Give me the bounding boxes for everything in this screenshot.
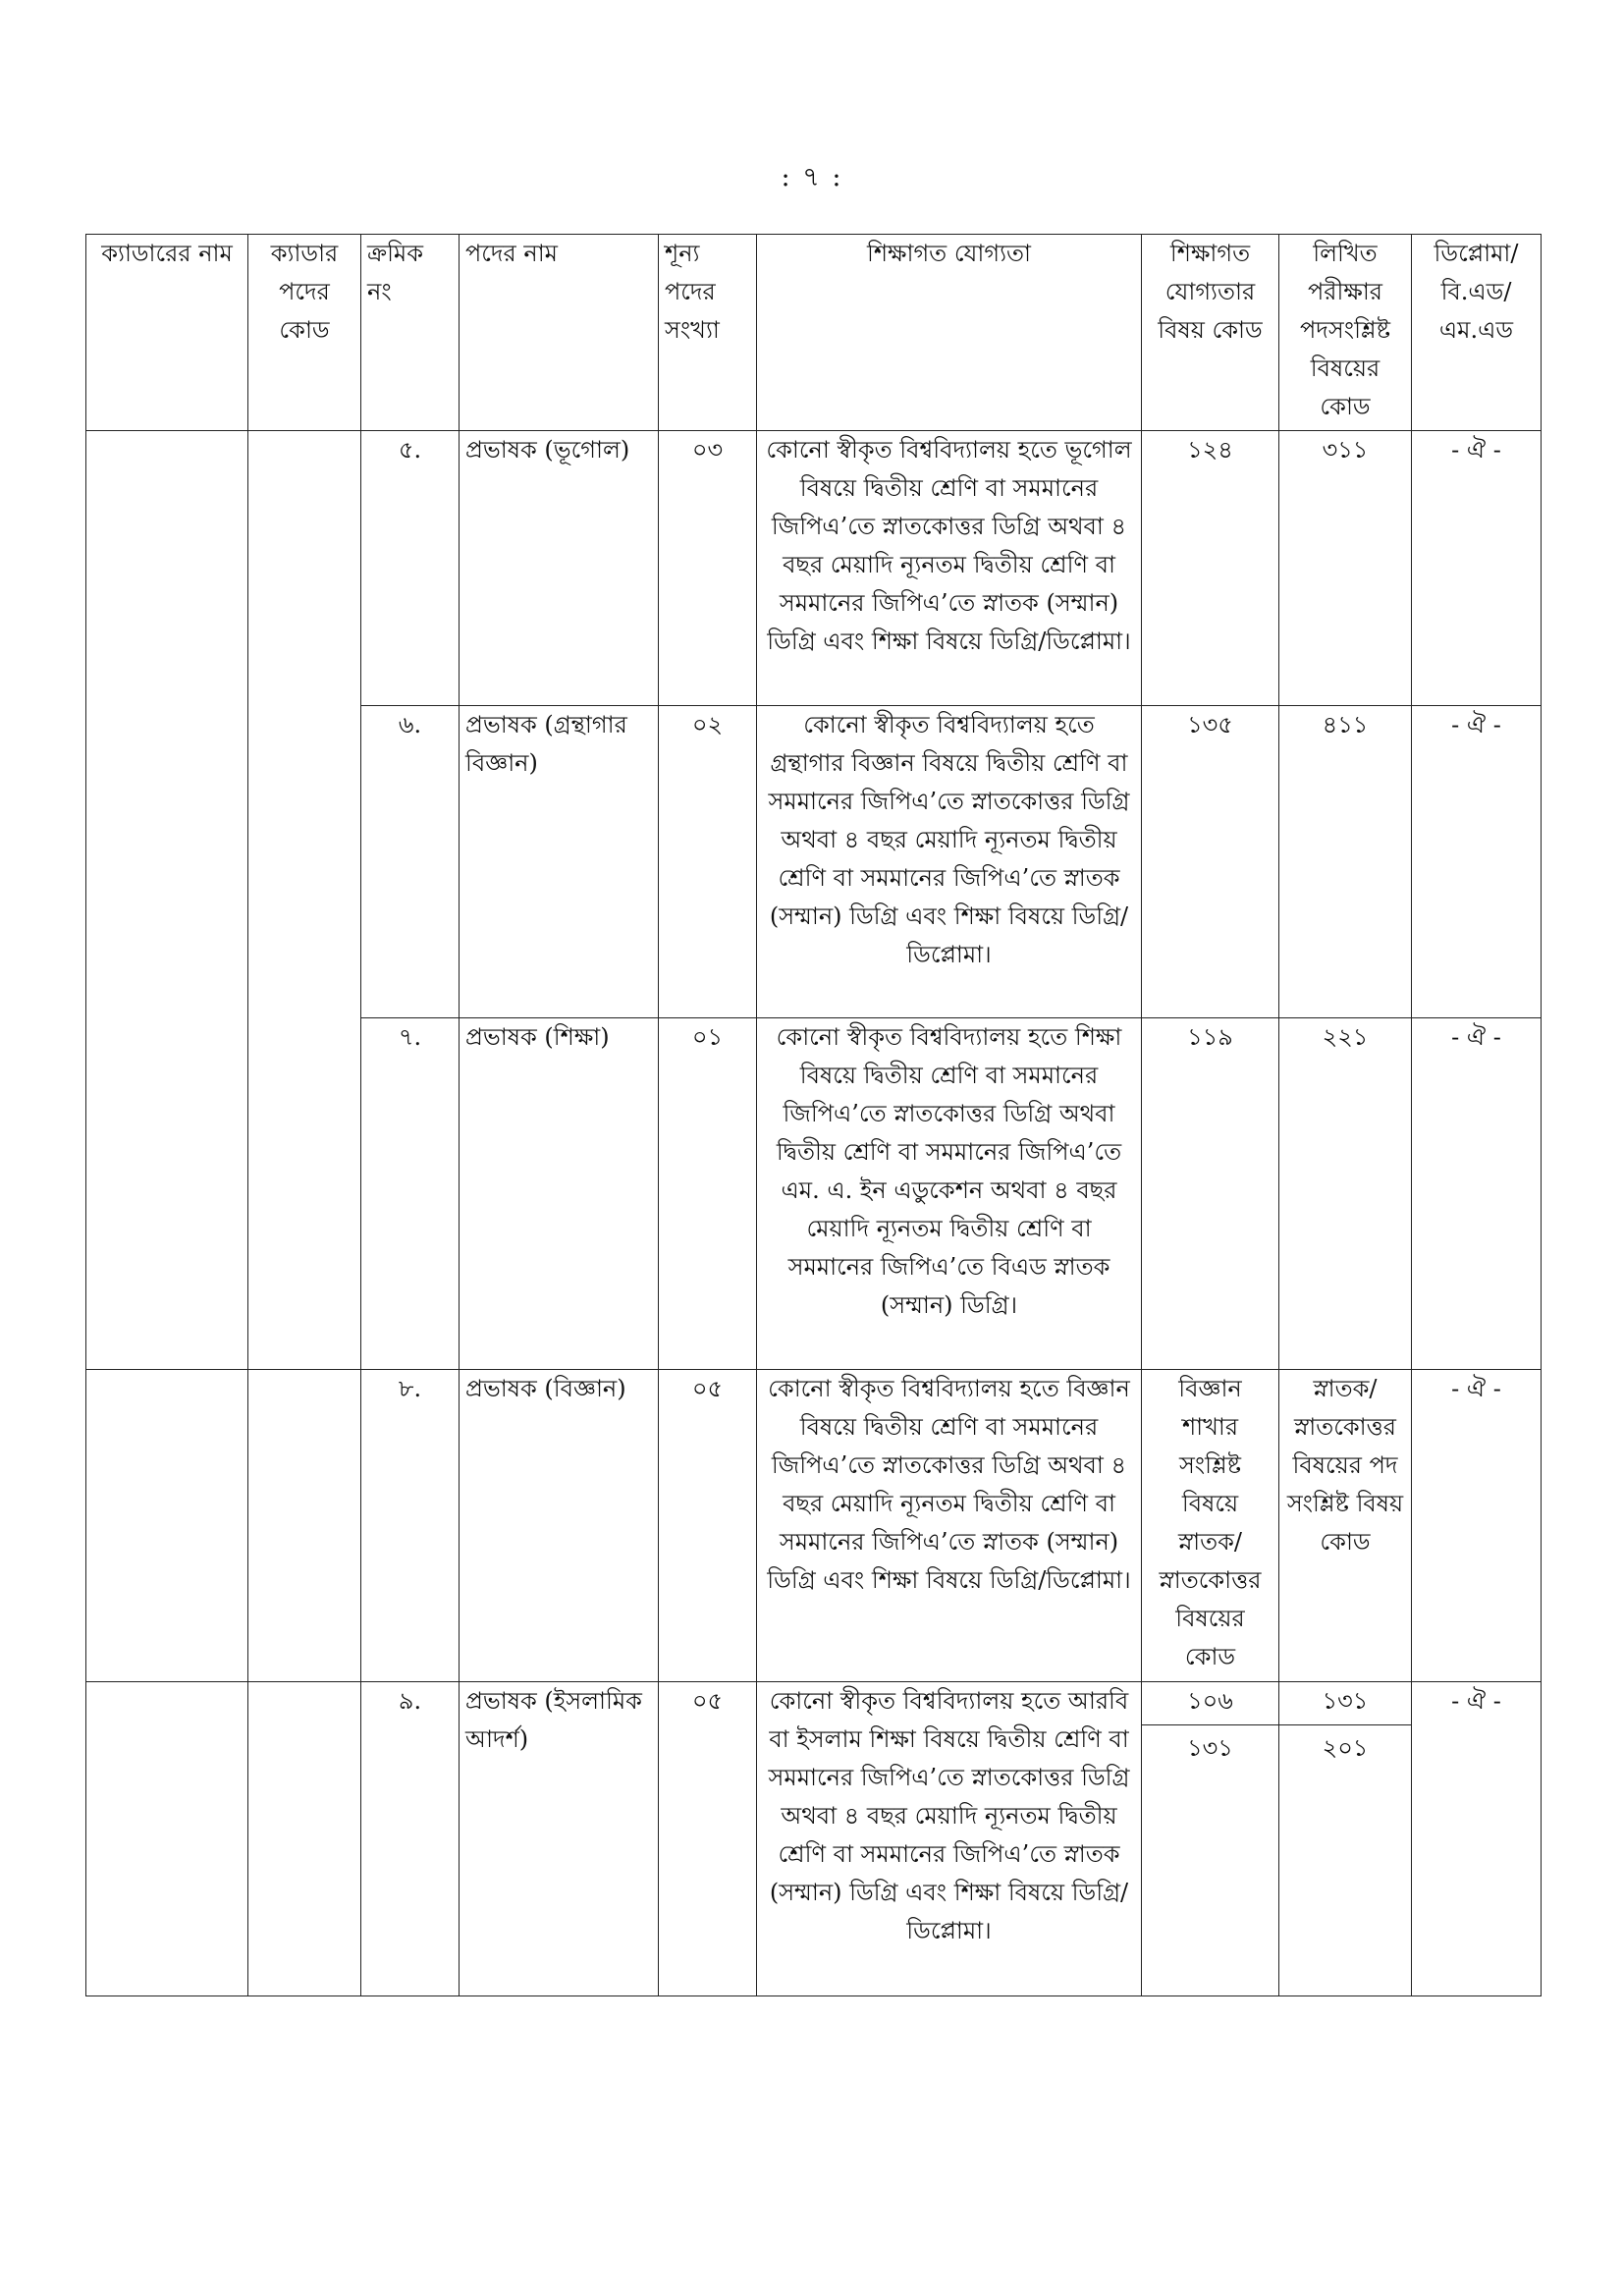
diploma-cell: - ঐ - xyxy=(1412,1682,1542,1996)
page-number: : ৭ : xyxy=(781,162,843,192)
written-code-sub-1: ১৩১ xyxy=(1279,1682,1411,1725)
serial-cell: ৮. xyxy=(361,1370,460,1682)
serial-cell: ৫. xyxy=(361,431,460,706)
header-diploma: ডিপ্লোমা/ বি.এড/ এম.এড xyxy=(1412,235,1542,431)
post-cell: প্রভাষক (শিক্ষা) xyxy=(460,1018,659,1370)
vacancies-cell: ০১ xyxy=(659,1018,757,1370)
qual-code-sub-1: ১০৬ xyxy=(1142,1682,1278,1725)
header-vacancies: শূন্য পদের সংখ্যা xyxy=(659,235,757,431)
qual-code-cell: ১১৯ xyxy=(1142,1018,1279,1370)
vacancies-cell: ০৫ xyxy=(659,1370,757,1682)
written-code-cell: ৪১১ xyxy=(1279,706,1412,1018)
cadre-name-cell xyxy=(86,1682,248,1996)
written-code-cell xyxy=(1279,1682,1412,1996)
qualification-cell: কোনো স্বীকৃত বিশ্ববিদ্যালয় হতে গ্রন্থাগার বিজ্ঞান বিষয়ে দ্বিতীয় শ্রেণি বা সমমানের জিপিএ’তে স্নাতকোত্তর ডিগ্রি অথবা ৪ বছর মেয়াদি ন্যূনতম দ্বিতীয় শ্রেণি বা সমমানের জিপিএ’তে স্নাতক (সম্মান) ডিগ্রি এবং শিক্ষা বিষয়ে ডিগ্রি/ডিপ্লোমা। xyxy=(757,706,1142,1018)
serial-cell: ৬. xyxy=(361,706,460,1018)
written-code-sub-2: ২০১ xyxy=(1322,1734,1369,1762)
diploma-cell: - ঐ - xyxy=(1412,706,1542,1018)
posts-table xyxy=(85,234,1542,1996)
cadre-name-cell xyxy=(86,1370,248,1682)
qualification-cell: কোনো স্বীকৃত বিশ্ববিদ্যালয় হতে ভূগোল বিষয়ে দ্বিতীয় শ্রেণি বা সমমানের জিপিএ’তে স্নাতকোত্তর ডিগ্রি অথবা ৪ বছর মেয়াদি ন্যূনতম দ্বিতীয় শ্রেণি বা সমমানের জিপিএ’তে স্নাতক (সম্মান) ডিগ্রি এবং শিক্ষা বিষয়ে ডিগ্রি/ডিপ্লোমা। xyxy=(757,431,1142,706)
qualification-cell: কোনো স্বীকৃত বিশ্ববিদ্যালয় হতে আরবি বা ইসলাম শিক্ষা বিষয়ে দ্বিতীয় শ্রেণি বা সমমানের জিপিএ’তে স্নাতকোত্তর ডিগ্রি অথবা ৪ বছর মেয়াদি ন্যূনতম দ্বিতীয় শ্রেণি বা সমমানের জিপিএ’তে স্নাতক (সম্মান) ডিগ্রি এবং শিক্ষা বিষয়ে ডিগ্রি/ডিপ্লোমা। xyxy=(757,1682,1142,1996)
cadre-code-cell xyxy=(248,431,361,1370)
header-cadre-name: ক্যাডারের নাম xyxy=(86,235,248,431)
diploma-cell: - ঐ - xyxy=(1412,431,1542,706)
post-cell: প্রভাষক (ইসলামিক আদর্শ) xyxy=(460,1682,659,1996)
post-cell: প্রভাষক (বিজ্ঞান) xyxy=(460,1370,659,1682)
cadre-code-cell xyxy=(248,1370,361,1682)
qual-code-cell: বিজ্ঞান শাখার সংশ্লিষ্ট বিষয়ে স্নাতক/ স্নাতকোত্তর বিষয়ের কোড xyxy=(1142,1370,1279,1682)
written-code-cell: স্নাতক/ স্নাতকোত্তর বিষয়ের পদ সংশ্লিষ্ট বিষয় কোড xyxy=(1279,1370,1412,1682)
table-row xyxy=(86,1370,1542,1682)
table-header xyxy=(86,235,1542,431)
header-post-name: পদের নাম xyxy=(460,235,659,431)
cadre-name-cell xyxy=(86,431,248,1370)
qualification-cell: কোনো স্বীকৃত বিশ্ববিদ্যালয় হতে শিক্ষা বিষয়ে দ্বিতীয় শ্রেণি বা সমমানের জিপিএ’তে স্নাতকোত্তর ডিগ্রি অথবা দ্বিতীয় শ্রেণি বা সমমানের জিপিএ’তে এম. এ. ইন এডুকেশন অথবা ৪ বছর মেয়াদি ন্যূনতম দ্বিতীয় শ্রেণি বা সমমানের জিপিএ’তে বিএড স্নাতক (সম্মান) ডিগ্রি। xyxy=(757,1018,1142,1370)
header-qual-subject-code: শিক্ষাগত যোগ্যতার বিষয় কোড xyxy=(1142,235,1279,431)
qual-code-cell: ১২৪ xyxy=(1142,431,1279,706)
table-row xyxy=(86,431,1542,706)
post-cell: প্রভাষক (ভূগোল) xyxy=(460,431,659,706)
qual-code-sub-2: ১৩১ xyxy=(1187,1734,1233,1762)
written-code-cell: ২২১ xyxy=(1279,1018,1412,1370)
header-qualification: শিক্ষাগত যোগ্যতা xyxy=(757,235,1142,431)
serial-cell: ৭. xyxy=(361,1018,460,1370)
qual-code-cell xyxy=(1142,1682,1279,1996)
qual-code-cell: ১৩৫ xyxy=(1142,706,1279,1018)
cadre-code-cell xyxy=(248,1682,361,1996)
table-row xyxy=(86,1682,1542,1996)
post-cell: প্রভাষক (গ্রন্থাগার বিজ্ঞান) xyxy=(460,706,659,1018)
header-cadre-code: ক্যাডার পদের কোড xyxy=(248,235,361,431)
diploma-cell: - ঐ - xyxy=(1412,1018,1542,1370)
header-serial-no: ক্রমিক নং xyxy=(361,235,460,431)
diploma-cell: - ঐ - xyxy=(1412,1370,1542,1682)
vacancies-cell: ০২ xyxy=(659,706,757,1018)
vacancies-cell: ০৩ xyxy=(659,431,757,706)
vacancies-cell: ০৫ xyxy=(659,1682,757,1996)
header-written-subject-code: লিখিত পরীক্ষার পদসংশ্লিষ্ট বিষয়ের কোড xyxy=(1279,235,1412,431)
serial-cell: ৯. xyxy=(361,1682,460,1996)
written-code-cell: ৩১১ xyxy=(1279,431,1412,706)
qualification-cell: কোনো স্বীকৃত বিশ্ববিদ্যালয় হতে বিজ্ঞান বিষয়ে দ্বিতীয় শ্রেণি বা সমমানের জিপিএ’তে স্নাতকোত্তর ডিগ্রি অথবা ৪ বছর মেয়াদি ন্যূনতম দ্বিতীয় শ্রেণি বা সমমানের জিপিএ’তে স্নাতক (সম্মান) ডিগ্রি এবং শিক্ষা বিষয়ে ডিগ্রি/ডিপ্লোমা। xyxy=(757,1370,1142,1682)
